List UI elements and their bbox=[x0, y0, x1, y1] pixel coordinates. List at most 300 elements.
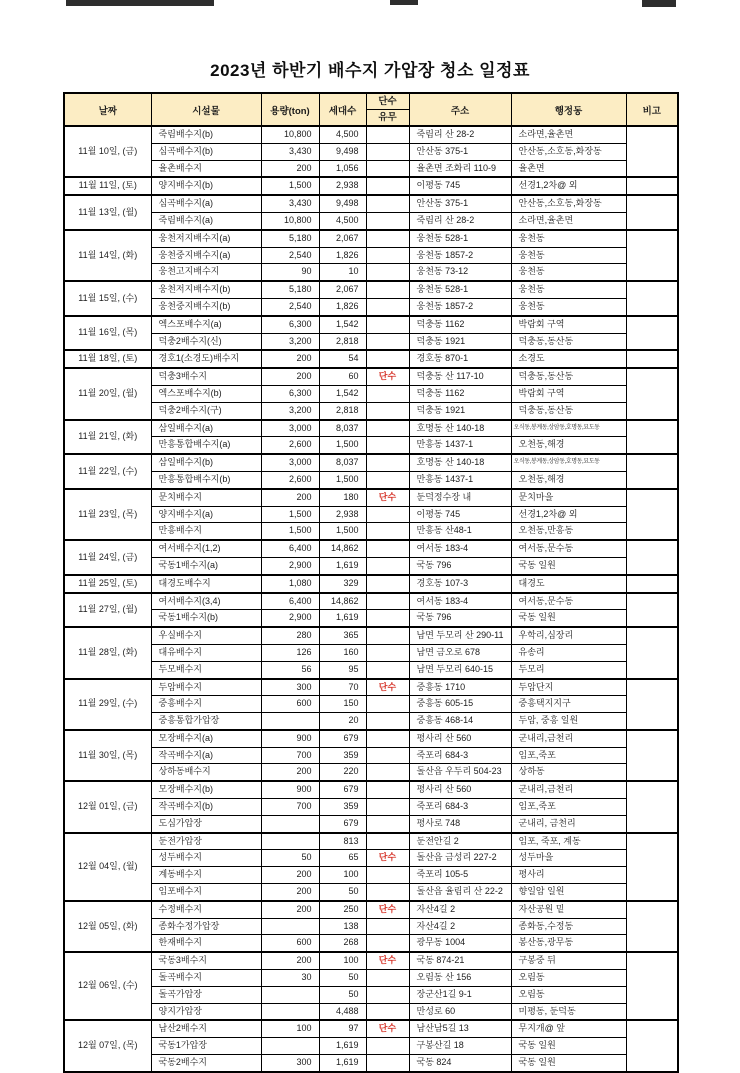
water-cut-cell bbox=[366, 126, 409, 143]
remark-cell bbox=[626, 730, 678, 781]
water-cut-cell bbox=[366, 970, 409, 987]
facility-cell: 만흥통합배수지(a) bbox=[151, 437, 261, 454]
table-row bbox=[64, 1038, 678, 1055]
district-cell: 국동 일원 bbox=[511, 610, 626, 627]
water-cut-cell bbox=[366, 1055, 409, 1072]
facility-cell: 율촌배수지 bbox=[151, 160, 261, 177]
address-cell: 돌산읍 율림리 산 22-2 bbox=[409, 884, 511, 901]
capacity-cell: 1,080 bbox=[261, 575, 319, 593]
remark-cell bbox=[626, 489, 678, 540]
district-cell: 덕충동,동산동 bbox=[511, 402, 626, 419]
address-cell: 웅천동 528-1 bbox=[409, 281, 511, 298]
district-cell: 율촌면 bbox=[511, 160, 626, 177]
households-cell: 679 bbox=[319, 815, 366, 832]
table-row bbox=[64, 230, 678, 247]
remark-cell bbox=[626, 350, 678, 368]
table-row bbox=[64, 333, 678, 350]
capacity-cell: 30 bbox=[261, 970, 319, 987]
capacity-cell: 3,430 bbox=[261, 195, 319, 212]
facility-cell: 덕충2배수지(신) bbox=[151, 333, 261, 350]
address-cell: 오림동 산 156 bbox=[409, 970, 511, 987]
capacity-cell: 3,000 bbox=[261, 454, 319, 471]
remark-cell bbox=[626, 368, 678, 419]
table-row bbox=[64, 644, 678, 661]
header-row bbox=[64, 93, 678, 126]
col-header-water-cut-top: 단수 bbox=[367, 94, 409, 110]
district-cell: 국동 일원 bbox=[511, 1055, 626, 1072]
water-cut-cell bbox=[366, 764, 409, 781]
households-cell: 97 bbox=[319, 1020, 366, 1037]
facility-cell: 둔전가압장 bbox=[151, 833, 261, 850]
table-row bbox=[64, 143, 678, 160]
address-cell: 국동 796 bbox=[409, 610, 511, 627]
facility-cell: 엑스포배수지(b) bbox=[151, 385, 261, 402]
capacity-cell: 900 bbox=[261, 730, 319, 747]
water-cut-cell bbox=[366, 402, 409, 419]
scan-artifact bbox=[642, 0, 676, 7]
facility-cell: 양지배수지(b) bbox=[151, 177, 261, 195]
address-cell: 덕충동 1921 bbox=[409, 333, 511, 350]
page-title: 2023년 하반기 배수지 가압장 청소 일정표 bbox=[210, 61, 530, 80]
households-cell: 2,938 bbox=[319, 506, 366, 523]
capacity-cell: 600 bbox=[261, 935, 319, 952]
households-cell: 100 bbox=[319, 867, 366, 884]
table-row bbox=[64, 316, 678, 333]
district-cell: 성두마을 bbox=[511, 850, 626, 867]
scan-artifact bbox=[66, 0, 214, 6]
capacity-cell: 300 bbox=[261, 679, 319, 696]
district-cell: 여서동,문수동 bbox=[511, 593, 626, 610]
table-row bbox=[64, 160, 678, 177]
table-row bbox=[64, 368, 678, 385]
households-cell: 150 bbox=[319, 696, 366, 713]
address-cell: 남산남5길 13 bbox=[409, 1020, 511, 1037]
facility-cell: 웅천중지배수지(b) bbox=[151, 298, 261, 315]
address-cell: 죽포리 105-5 bbox=[409, 867, 511, 884]
address-cell: 여서동 183-4 bbox=[409, 540, 511, 557]
address-cell: 웅천동 73-12 bbox=[409, 264, 511, 281]
households-cell: 250 bbox=[319, 901, 366, 918]
district-cell: 소라면,율촌면 bbox=[511, 212, 626, 229]
date-cell: 11월 10일, (금) bbox=[64, 126, 151, 177]
households-cell: 4,500 bbox=[319, 126, 366, 143]
table-row bbox=[64, 679, 678, 696]
table-row bbox=[64, 970, 678, 987]
table-row bbox=[64, 815, 678, 832]
date-cell: 11월 25일, (토) bbox=[64, 575, 151, 593]
district-cell: 무지개@ 앞 bbox=[511, 1020, 626, 1037]
facility-cell: 만흥통합배수지(b) bbox=[151, 471, 261, 488]
facility-cell: 국동1가압장 bbox=[151, 1038, 261, 1055]
remark-cell bbox=[626, 177, 678, 195]
table-row bbox=[64, 799, 678, 816]
facility-cell: 여서배수지(1,2) bbox=[151, 540, 261, 557]
table-row bbox=[64, 610, 678, 627]
capacity-cell: 2,600 bbox=[261, 437, 319, 454]
address-cell: 율촌면 조화리 110-9 bbox=[409, 160, 511, 177]
facility-cell: 작곡배수지(b) bbox=[151, 799, 261, 816]
water-cut-cell: 단수 bbox=[366, 368, 409, 385]
households-cell: 1,619 bbox=[319, 1055, 366, 1072]
households-cell: 70 bbox=[319, 679, 366, 696]
table-row bbox=[64, 523, 678, 540]
water-cut-cell bbox=[366, 593, 409, 610]
district-cell: 유송리 bbox=[511, 644, 626, 661]
district-cell: 웅천동 bbox=[511, 281, 626, 298]
col-header-households: 세대수 bbox=[319, 93, 366, 126]
address-cell: 죽림리 산 28-2 bbox=[409, 212, 511, 229]
facility-cell: 심곡배수지(b) bbox=[151, 143, 261, 160]
water-cut-cell bbox=[366, 212, 409, 229]
water-cut-cell bbox=[366, 298, 409, 315]
date-cell: 12월 01일, (금) bbox=[64, 781, 151, 832]
col-header-water-cut bbox=[366, 93, 409, 126]
households-cell: 9,498 bbox=[319, 143, 366, 160]
facility-cell: 중흥통합가압장 bbox=[151, 713, 261, 730]
water-cut-cell: 단수 bbox=[366, 679, 409, 696]
water-cut-cell bbox=[366, 1003, 409, 1020]
address-cell: 만흥동 1437-1 bbox=[409, 471, 511, 488]
water-cut-cell bbox=[366, 420, 409, 437]
water-cut-cell bbox=[366, 867, 409, 884]
capacity-cell bbox=[261, 1038, 319, 1055]
table-row bbox=[64, 385, 678, 402]
water-cut-cell bbox=[366, 333, 409, 350]
households-cell: 2,818 bbox=[319, 402, 366, 419]
table-row bbox=[64, 747, 678, 764]
facility-cell: 상하동배수지 bbox=[151, 764, 261, 781]
district-cell: 우학리,심장리 bbox=[511, 627, 626, 644]
households-cell: 54 bbox=[319, 350, 366, 368]
date-cell: 11월 20일, (월) bbox=[64, 368, 151, 419]
scan-artifact bbox=[390, 0, 418, 5]
facility-cell: 모장배수지(a) bbox=[151, 730, 261, 747]
table-row bbox=[64, 402, 678, 419]
water-cut-cell bbox=[366, 454, 409, 471]
address-cell: 만성로 60 bbox=[409, 1003, 511, 1020]
district-cell: 안산동,소호동,화장동 bbox=[511, 143, 626, 160]
table-row bbox=[64, 247, 678, 264]
address-cell: 이평동 745 bbox=[409, 177, 511, 195]
table-row bbox=[64, 557, 678, 574]
remark-cell bbox=[626, 781, 678, 832]
district-cell: 봉산동,광무동 bbox=[511, 935, 626, 952]
capacity-cell: 200 bbox=[261, 884, 319, 901]
capacity-cell: 700 bbox=[261, 747, 319, 764]
remark-cell bbox=[626, 901, 678, 952]
capacity-cell: 6,400 bbox=[261, 540, 319, 557]
district-cell: 박람회 구역 bbox=[511, 316, 626, 333]
capacity-cell: 200 bbox=[261, 160, 319, 177]
facility-cell: 엑스포배수지(a) bbox=[151, 316, 261, 333]
capacity-cell: 10,800 bbox=[261, 212, 319, 229]
address-cell: 돌산읍 우두리 504-23 bbox=[409, 764, 511, 781]
households-cell: 2,067 bbox=[319, 230, 366, 247]
table-row bbox=[64, 489, 678, 506]
water-cut-cell bbox=[366, 471, 409, 488]
facility-cell: 두모배수지 bbox=[151, 661, 261, 678]
facility-cell: 웅천저지배수지(b) bbox=[151, 281, 261, 298]
facility-cell: 계동배수지 bbox=[151, 867, 261, 884]
district-cell: 오식동,봉계동,상암동,호명동,묘도동 bbox=[511, 420, 626, 437]
facility-cell: 죽림배수지(a) bbox=[151, 212, 261, 229]
households-cell: 1,619 bbox=[319, 1038, 366, 1055]
table-row bbox=[64, 177, 678, 195]
households-cell: 1,542 bbox=[319, 316, 366, 333]
remark-cell bbox=[626, 575, 678, 593]
capacity-cell: 200 bbox=[261, 952, 319, 969]
table-row bbox=[64, 575, 678, 593]
facility-cell: 덕충2배수지(구) bbox=[151, 402, 261, 419]
capacity-cell: 5,180 bbox=[261, 281, 319, 298]
table-row bbox=[64, 1020, 678, 1037]
capacity-cell bbox=[261, 713, 319, 730]
address-cell: 안산동 375-1 bbox=[409, 195, 511, 212]
remark-cell bbox=[626, 593, 678, 628]
facility-cell: 성두배수지 bbox=[151, 850, 261, 867]
facility-cell: 돌곡가압장 bbox=[151, 986, 261, 1003]
table-row bbox=[64, 506, 678, 523]
facility-cell: 우실배수지 bbox=[151, 627, 261, 644]
remark-cell bbox=[626, 316, 678, 351]
capacity-cell: 3,200 bbox=[261, 333, 319, 350]
date-cell: 11월 29일, (수) bbox=[64, 679, 151, 730]
address-cell: 구봉산길 18 bbox=[409, 1038, 511, 1055]
facility-cell: 국동1배수지(a) bbox=[151, 557, 261, 574]
households-cell: 60 bbox=[319, 368, 366, 385]
capacity-cell: 56 bbox=[261, 661, 319, 678]
district-cell: 웅천동 bbox=[511, 247, 626, 264]
address-cell: 호명동 산 140-18 bbox=[409, 454, 511, 471]
households-cell: 50 bbox=[319, 884, 366, 901]
households-cell: 1,542 bbox=[319, 385, 366, 402]
capacity-cell: 200 bbox=[261, 901, 319, 918]
cleaning-schedule-table bbox=[63, 92, 679, 1073]
water-cut-cell bbox=[366, 747, 409, 764]
address-cell: 여서동 183-4 bbox=[409, 593, 511, 610]
households-cell: 2,818 bbox=[319, 333, 366, 350]
district-cell: 문치마을 bbox=[511, 489, 626, 506]
households-cell: 1,500 bbox=[319, 437, 366, 454]
date-cell: 11월 27일, (월) bbox=[64, 593, 151, 628]
capacity-cell: 2,900 bbox=[261, 557, 319, 574]
capacity-cell: 1,500 bbox=[261, 523, 319, 540]
table-row bbox=[64, 420, 678, 437]
households-cell: 14,862 bbox=[319, 593, 366, 610]
district-cell: 웅천동 bbox=[511, 298, 626, 315]
address-cell: 중흥동 1710 bbox=[409, 679, 511, 696]
address-cell: 중흥동 605-15 bbox=[409, 696, 511, 713]
address-cell: 자산4길 2 bbox=[409, 901, 511, 918]
remark-cell bbox=[626, 679, 678, 730]
table-row bbox=[64, 350, 678, 368]
table-row bbox=[64, 126, 678, 143]
capacity-cell: 2,900 bbox=[261, 610, 319, 627]
district-cell: 선경1,2차@ 외 bbox=[511, 506, 626, 523]
water-cut-cell bbox=[366, 935, 409, 952]
households-cell: 50 bbox=[319, 970, 366, 987]
address-cell: 광무동 1004 bbox=[409, 935, 511, 952]
households-cell: 8,037 bbox=[319, 454, 366, 471]
water-cut-cell bbox=[366, 918, 409, 935]
facility-cell: 삼일배수지(a) bbox=[151, 420, 261, 437]
date-cell: 11월 18일, (토) bbox=[64, 350, 151, 368]
households-cell: 1,826 bbox=[319, 247, 366, 264]
date-cell: 12월 07일, (목) bbox=[64, 1020, 151, 1071]
water-cut-cell bbox=[366, 195, 409, 212]
households-cell: 2,067 bbox=[319, 281, 366, 298]
date-cell: 11월 22일, (수) bbox=[64, 454, 151, 489]
households-cell: 1,500 bbox=[319, 523, 366, 540]
district-cell: 덕충동,동산동 bbox=[511, 368, 626, 385]
water-cut-cell bbox=[366, 247, 409, 264]
households-cell: 9,498 bbox=[319, 195, 366, 212]
address-cell: 죽포리 684-3 bbox=[409, 747, 511, 764]
capacity-cell bbox=[261, 918, 319, 935]
district-cell: 임포, 죽포, 계동 bbox=[511, 833, 626, 850]
facility-cell: 국동2배수지 bbox=[151, 1055, 261, 1072]
facility-cell: 만흥배수지 bbox=[151, 523, 261, 540]
households-cell: 10 bbox=[319, 264, 366, 281]
households-cell: 1,619 bbox=[319, 557, 366, 574]
district-cell: 오림동 bbox=[511, 970, 626, 987]
table-row bbox=[64, 850, 678, 867]
capacity-cell: 2,600 bbox=[261, 471, 319, 488]
district-cell: 박람회 구역 bbox=[511, 385, 626, 402]
water-cut-cell: 단수 bbox=[366, 901, 409, 918]
address-cell: 국동 874-21 bbox=[409, 952, 511, 969]
remark-cell bbox=[626, 833, 678, 901]
households-cell: 100 bbox=[319, 952, 366, 969]
households-cell: 679 bbox=[319, 730, 366, 747]
capacity-cell: 126 bbox=[261, 644, 319, 661]
water-cut-cell: 단수 bbox=[366, 850, 409, 867]
district-cell: 안산동,소호동,화장동 bbox=[511, 195, 626, 212]
date-cell: 11월 11일, (토) bbox=[64, 177, 151, 195]
remark-cell bbox=[626, 230, 678, 281]
facility-cell: 삼일배수지(b) bbox=[151, 454, 261, 471]
facility-cell: 돌곡배수지 bbox=[151, 970, 261, 987]
table-row bbox=[64, 867, 678, 884]
households-cell: 138 bbox=[319, 918, 366, 935]
district-cell: 덕충동,동산동 bbox=[511, 333, 626, 350]
facility-cell: 종화수정가압장 bbox=[151, 918, 261, 935]
capacity-cell: 200 bbox=[261, 368, 319, 385]
table-row bbox=[64, 918, 678, 935]
district-cell: 중흥택지지구 bbox=[511, 696, 626, 713]
address-cell: 웅천동 1857-2 bbox=[409, 298, 511, 315]
water-cut-cell: 단수 bbox=[366, 1020, 409, 1037]
water-cut-cell bbox=[366, 884, 409, 901]
district-cell: 군내리, 금천리 bbox=[511, 815, 626, 832]
col-header-facility: 시설물 bbox=[151, 93, 261, 126]
table-row bbox=[64, 730, 678, 747]
capacity-cell: 10,800 bbox=[261, 126, 319, 143]
facility-cell: 덕충3배수지 bbox=[151, 368, 261, 385]
capacity-cell: 900 bbox=[261, 781, 319, 798]
water-cut-cell bbox=[366, 160, 409, 177]
date-cell: 11월 28일, (화) bbox=[64, 627, 151, 678]
water-cut-cell bbox=[366, 1038, 409, 1055]
water-cut-cell bbox=[366, 610, 409, 627]
address-cell: 죽포리 684-3 bbox=[409, 799, 511, 816]
table-row bbox=[64, 627, 678, 644]
district-cell: 구봉중 뒤 bbox=[511, 952, 626, 969]
households-cell: 1,056 bbox=[319, 160, 366, 177]
capacity-cell: 100 bbox=[261, 1020, 319, 1037]
table-row bbox=[64, 833, 678, 850]
address-cell: 죽림리 산 28-2 bbox=[409, 126, 511, 143]
address-cell: 둔덕정수장 내 bbox=[409, 489, 511, 506]
col-header-remark: 비고 bbox=[626, 93, 678, 126]
facility-cell: 도심가압장 bbox=[151, 815, 261, 832]
remark-cell bbox=[626, 281, 678, 316]
capacity-cell: 3,000 bbox=[261, 420, 319, 437]
date-cell: 11월 16일, (목) bbox=[64, 316, 151, 351]
households-cell: 679 bbox=[319, 781, 366, 798]
water-cut-cell bbox=[366, 696, 409, 713]
households-cell: 1,619 bbox=[319, 610, 366, 627]
facility-cell: 남산2배수지 bbox=[151, 1020, 261, 1037]
facility-cell: 한재배수지 bbox=[151, 935, 261, 952]
table-row bbox=[64, 437, 678, 454]
facility-cell: 죽림배수지(b) bbox=[151, 126, 261, 143]
water-cut-cell bbox=[366, 143, 409, 160]
district-cell: 국동 일원 bbox=[511, 1038, 626, 1055]
district-cell: 상하동 bbox=[511, 764, 626, 781]
capacity-cell: 6,400 bbox=[261, 593, 319, 610]
address-cell: 덕충동 1162 bbox=[409, 316, 511, 333]
water-cut-cell bbox=[366, 557, 409, 574]
households-cell: 4,500 bbox=[319, 212, 366, 229]
table-row bbox=[64, 1003, 678, 1020]
address-cell: 국동 824 bbox=[409, 1055, 511, 1072]
facility-cell: 대유배수지 bbox=[151, 644, 261, 661]
facility-cell: 웅천고지배수지 bbox=[151, 264, 261, 281]
households-cell: 160 bbox=[319, 644, 366, 661]
households-cell: 268 bbox=[319, 935, 366, 952]
date-cell: 11월 23일, (목) bbox=[64, 489, 151, 540]
households-cell: 2,938 bbox=[319, 177, 366, 195]
facility-cell: 임포배수지 bbox=[151, 884, 261, 901]
remark-cell bbox=[626, 627, 678, 678]
col-header-date: 날짜 bbox=[64, 93, 151, 126]
facility-cell: 중흥배수지 bbox=[151, 696, 261, 713]
district-cell: 임포,죽포 bbox=[511, 747, 626, 764]
facility-cell: 여서배수지(3,4) bbox=[151, 593, 261, 610]
table-row bbox=[64, 901, 678, 918]
district-cell: 자산공원 밑 bbox=[511, 901, 626, 918]
address-cell: 경호동 870-1 bbox=[409, 350, 511, 368]
table-row bbox=[64, 471, 678, 488]
households-cell: 359 bbox=[319, 799, 366, 816]
district-cell: 평사리 bbox=[511, 867, 626, 884]
water-cut-cell bbox=[366, 833, 409, 850]
district-cell: 소라면,율촌면 bbox=[511, 126, 626, 143]
district-cell: 두암단지 bbox=[511, 679, 626, 696]
address-cell: 평사리 산 560 bbox=[409, 781, 511, 798]
date-cell: 12월 06일, (수) bbox=[64, 952, 151, 1020]
households-cell: 180 bbox=[319, 489, 366, 506]
address-cell: 안산동 375-1 bbox=[409, 143, 511, 160]
water-cut-cell bbox=[366, 815, 409, 832]
capacity-cell: 1,500 bbox=[261, 506, 319, 523]
households-cell: 813 bbox=[319, 833, 366, 850]
table-row bbox=[64, 1055, 678, 1072]
capacity-cell bbox=[261, 986, 319, 1003]
water-cut-cell: 단수 bbox=[366, 952, 409, 969]
district-cell: 군내리,금천리 bbox=[511, 730, 626, 747]
